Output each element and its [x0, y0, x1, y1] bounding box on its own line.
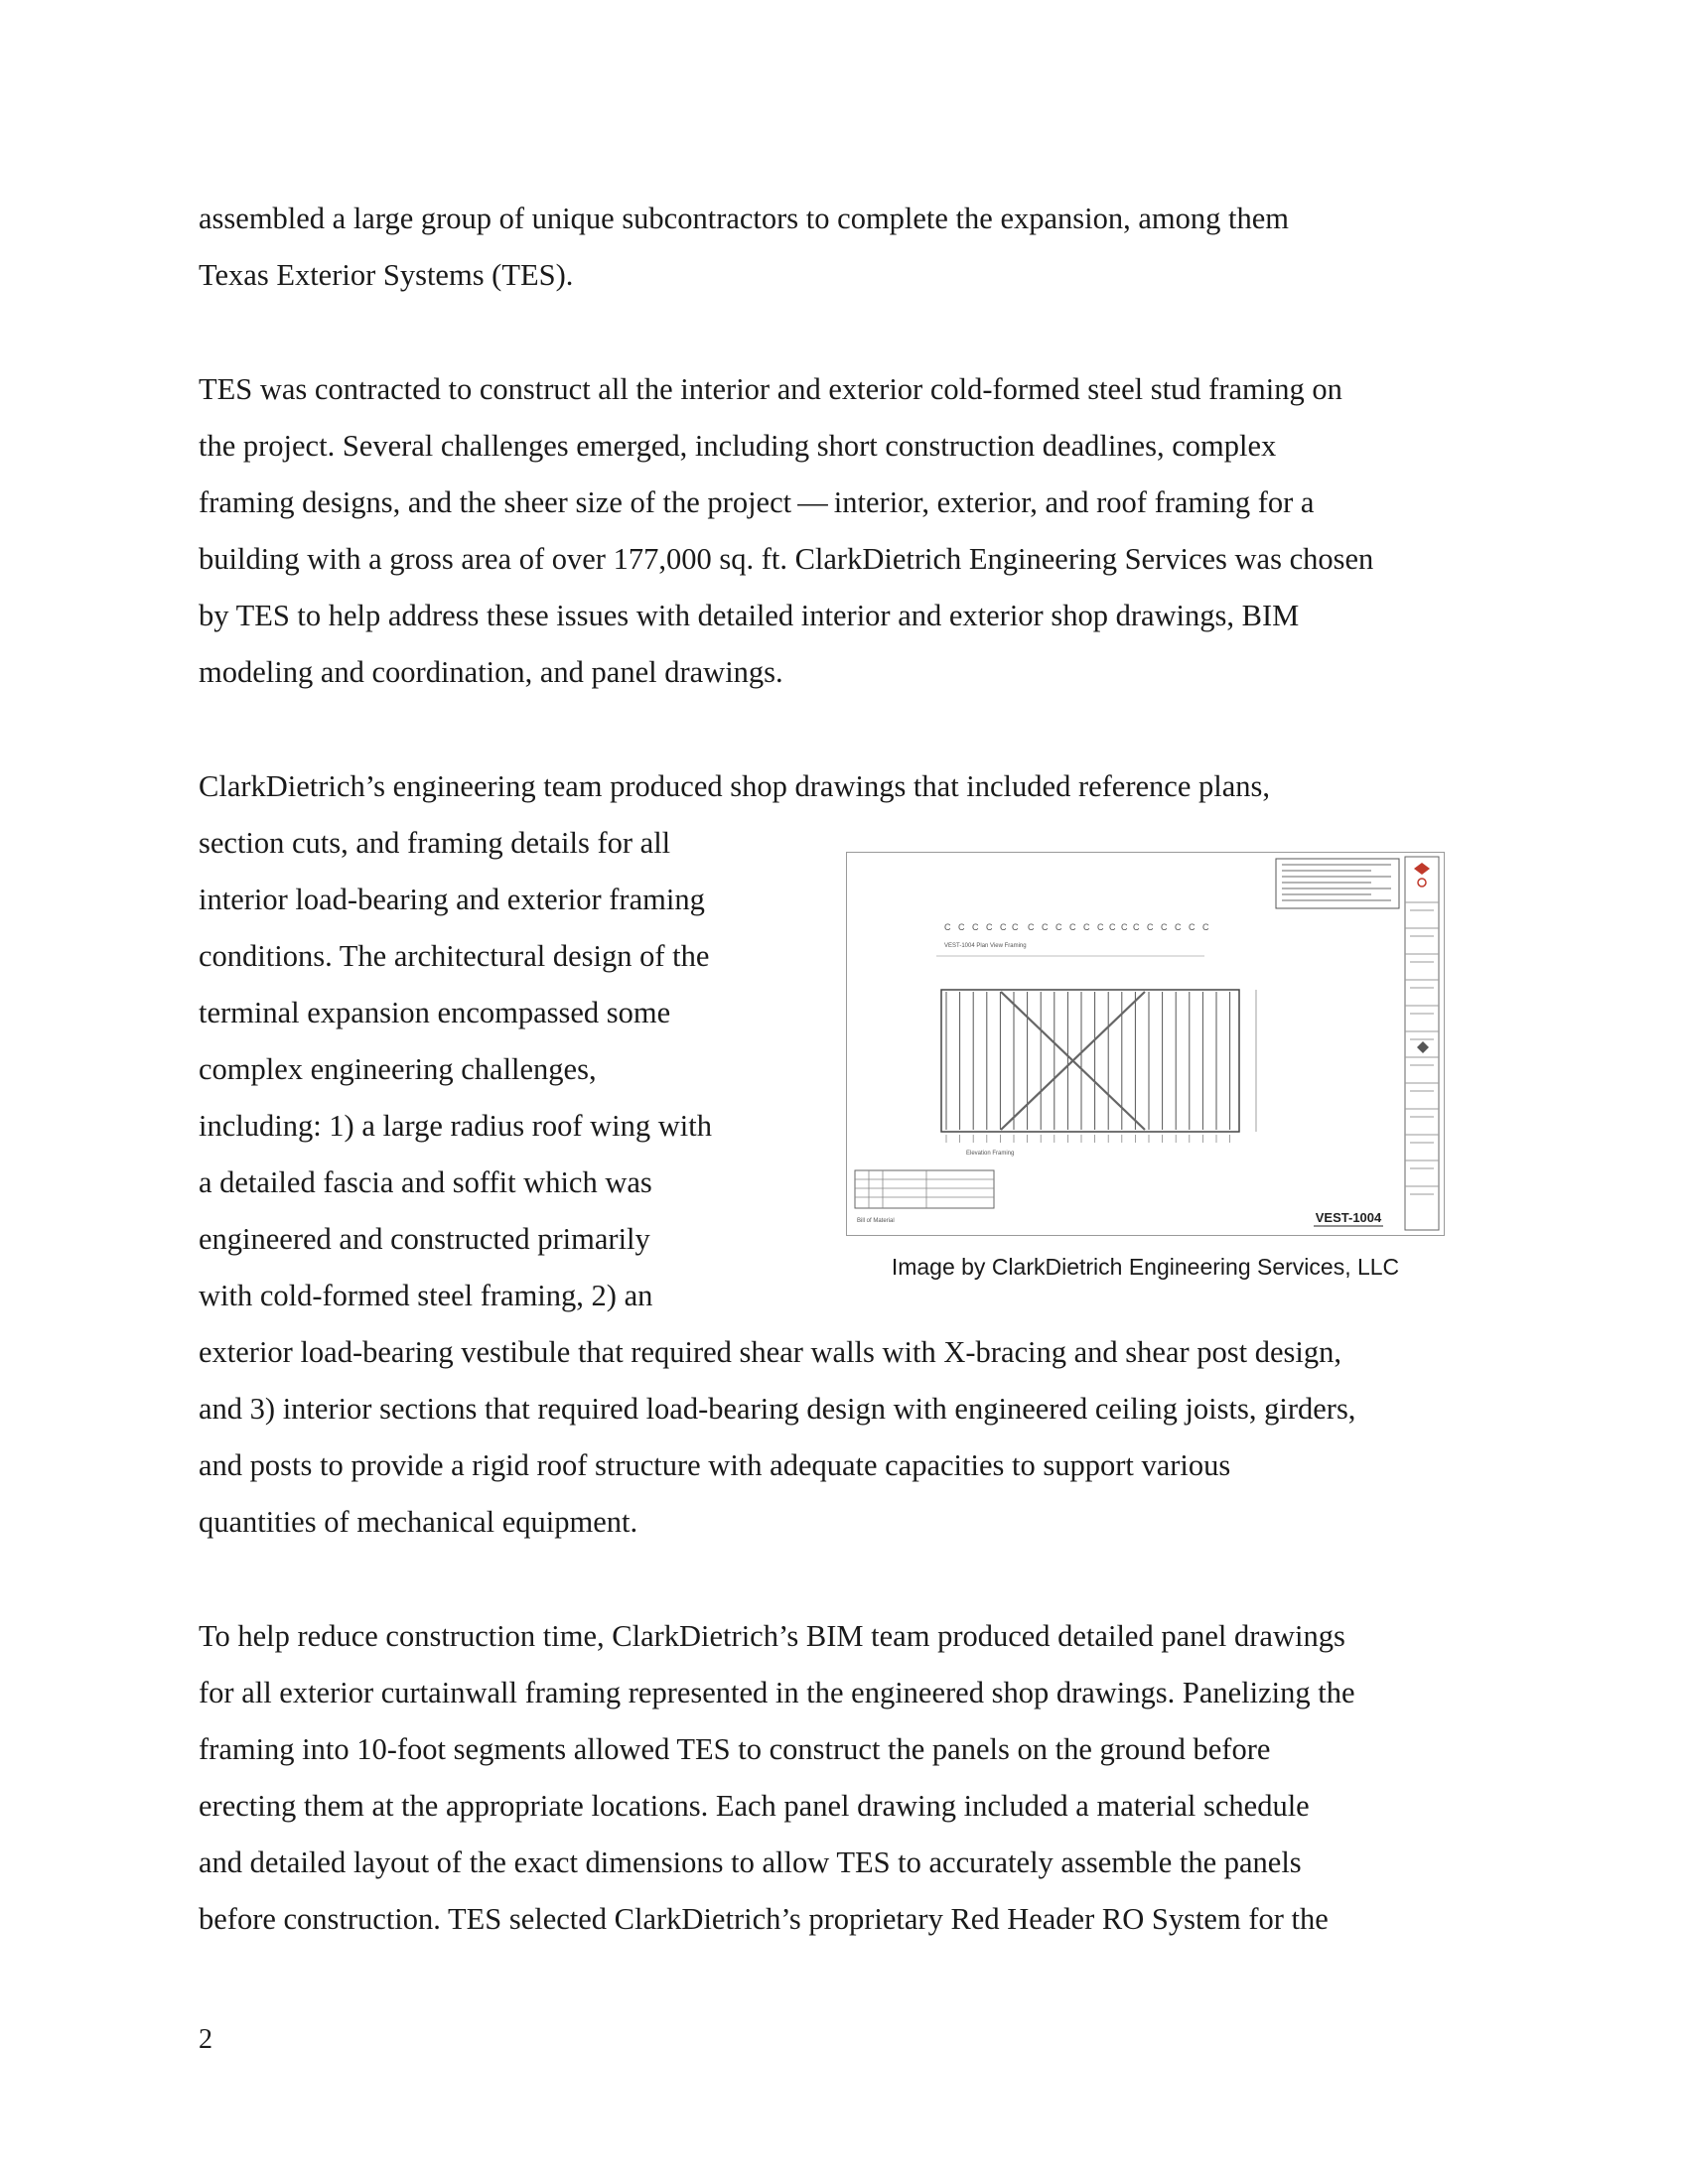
body-text-line: including: 1) a large radius roof wing with: [199, 1109, 712, 1143]
svg-text:C: C: [1012, 922, 1019, 932]
x-bracing: [1001, 992, 1145, 1130]
body-text-line: erecting them at the appropriate locations. Each panel drawing included a material schedule: [199, 1789, 1310, 1823]
body-text-line: by TES to help address these issues with detailed interior and exterior shop drawings, BIM: [199, 599, 1300, 632]
body-text-line: interior load-bearing and exterior framing: [199, 883, 705, 916]
bill-of-material-label: Bill of Material: [857, 1218, 895, 1224]
svg-text:C: C: [1121, 922, 1128, 932]
svg-text:C: C: [1055, 922, 1062, 932]
figure-caption: Image by ClarkDietrich Engineering Services, LLC: [891, 1254, 1400, 1280]
bill-of-material-table: [855, 1170, 994, 1208]
body-text-line: and posts to provide a rigid roof structure with adequate capacities to support various: [199, 1448, 1231, 1482]
svg-text:C: C: [1189, 922, 1196, 932]
plan-view-stud-symbols: [944, 922, 1209, 932]
company-logo: [1414, 863, 1430, 887]
svg-text:C: C: [1042, 922, 1049, 932]
elevation-frame: [941, 990, 1239, 1132]
svg-text:C: C: [958, 922, 965, 932]
body-text-line: and detailed layout of the exact dimensions to allow TES to accurately assemble the panels: [199, 1845, 1302, 1879]
shop-drawing-illustration: [847, 853, 1443, 1234]
body-text-line: modeling and coordination, and panel drawings.: [199, 655, 783, 689]
notes-text-lines: [1282, 865, 1391, 900]
body-text-line: framing designs, and the sheer size of the project — interior, exterior, and roof framing for a: [199, 485, 1315, 519]
elevation-label: Elevation Framing: [966, 1151, 1015, 1157]
body-text-line: quantities of mechanical equipment.: [199, 1505, 638, 1539]
svg-text:C: C: [1083, 922, 1090, 932]
body-text-line: building with a gross area of over 177,000 sq. ft. ClarkDietrich Engineering Services was chosen: [199, 542, 1374, 576]
page-number: 2: [199, 2024, 212, 2055]
svg-text:C: C: [1097, 922, 1104, 932]
body-text-line: To help reduce construction time, ClarkDietrich’s BIM team produced detailed panel drawings: [199, 1619, 1345, 1653]
svg-text:C: C: [1175, 922, 1182, 932]
svg-text:C: C: [1133, 922, 1140, 932]
body-text-line: and 3) interior sections that required load-bearing design with engineered ceiling joists, girders,: [199, 1392, 1356, 1426]
svg-text:C: C: [944, 922, 951, 932]
body-text-line: with cold-formed steel framing, 2) an: [199, 1279, 653, 1312]
body-text-line: the project. Several challenges emerged, including short construction deadlines, complex: [199, 429, 1277, 463]
stud-dimension-ticks: [946, 1135, 1230, 1143]
body-text-line: framing into 10-foot segments allowed TES to construct the panels on the ground before: [199, 1732, 1271, 1766]
body-text-line: TES was contracted to construct all the interior and exterior cold-formed steel stud framing on: [199, 372, 1342, 406]
svg-text:C: C: [1069, 922, 1076, 932]
svg-text:C: C: [986, 922, 993, 932]
north-arrow-icon: [1417, 1041, 1429, 1053]
svg-text:C: C: [972, 922, 979, 932]
body-text-line: before construction. TES selected ClarkDietrich’s proprietary Red Header RO System for the: [199, 1902, 1329, 1936]
body-text-line: engineered and constructed primarily: [199, 1222, 650, 1256]
body-text-line: ClarkDietrich’s engineering team produced shop drawings that included reference plans,: [199, 769, 1270, 803]
svg-text:C: C: [1161, 922, 1168, 932]
shop-drawing-figure: [846, 852, 1445, 1236]
body-text-line: exterior load-bearing vestibule that required shear walls with X-bracing and shear post design,: [199, 1335, 1342, 1369]
svg-text:C: C: [1028, 922, 1035, 932]
body-text-line: Texas Exterior Systems (TES).: [199, 258, 574, 292]
body-text-line: assembled a large group of unique subcontractors to complete the expansion, among them: [199, 202, 1289, 235]
sheet-number: VEST-1004: [1315, 1210, 1382, 1225]
svg-text:C: C: [1000, 922, 1007, 932]
body-text-line: for all exterior curtainwall framing represented in the engineered shop drawings. Panelizing the: [199, 1676, 1355, 1709]
svg-text:C: C: [1109, 922, 1116, 932]
plan-view-label: VEST-1004 Plan View Framing: [944, 943, 1027, 949]
body-text-line: conditions. The architectural design of the: [199, 939, 710, 973]
svg-text:C: C: [1202, 922, 1209, 932]
svg-text:C: C: [1147, 922, 1154, 932]
body-text-line: section cuts, and framing details for all: [199, 826, 671, 860]
table-grid: [855, 1170, 994, 1208]
body-text-line: a detailed fascia and soffit which was: [199, 1165, 652, 1199]
body-text-line: complex engineering challenges,: [199, 1052, 597, 1086]
elevation-studs: [946, 992, 1230, 1130]
body-text-line: terminal expansion encompassed some: [199, 996, 671, 1029]
